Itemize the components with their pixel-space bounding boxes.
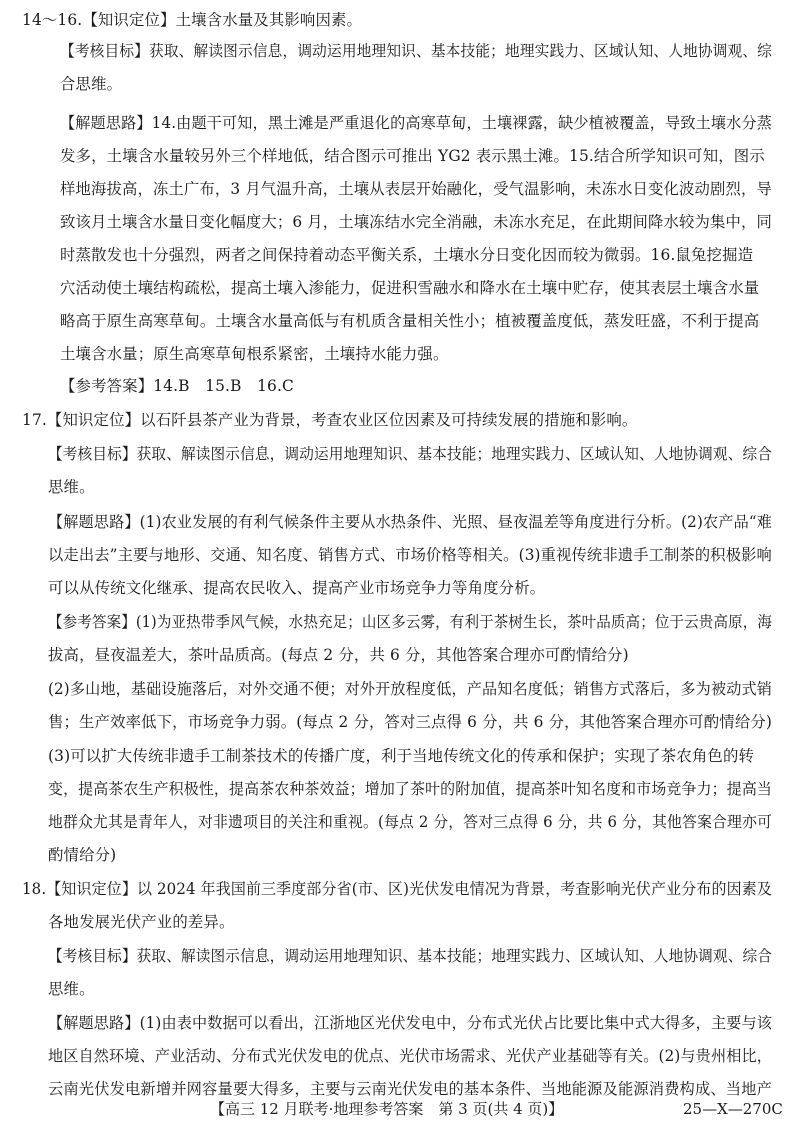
text-line-content: 云南光伏发电新增并网容量要大得多，主要与云南光伏发电的基本条件、当地能源及能源消费构成、当地产	[48, 1080, 772, 1098]
text-line-content: 售；生产效率低下，市场竞争力弱。(每点 2 分，答对三点得 6 分，共 6 分，其他答案合理亦可酌情给分)	[48, 713, 773, 731]
text-line	[0, 304, 800, 338]
text-line	[0, 470, 800, 504]
text-line	[0, 403, 800, 437]
text-line-content: 发多，土壤含水量较另外三个样地低，结合图示可推出 YG2 表示黑土滩。15.结合所学知识可知，图示	[60, 147, 765, 165]
text-line	[0, 238, 800, 272]
text-line-content: 各地发展光伏产业的差异。	[48, 913, 235, 931]
text-line	[0, 139, 800, 173]
text-line	[0, 106, 800, 140]
text-line	[0, 538, 800, 572]
text-line	[0, 638, 800, 672]
text-line	[0, 772, 800, 806]
text-line-content: 致该月土壤含水量日变化幅度大；6 月，土壤冻结水完全消融，未冻水充足，在此期间降水较为集中，同	[60, 213, 772, 231]
footer-page-info: 【高三 12 月联考·地理参考答案 第 3 页(共 4 页)】	[210, 1100, 564, 1118]
text-line	[0, 369, 800, 403]
text-line	[0, 172, 800, 206]
text-line	[0, 205, 800, 239]
text-line	[0, 672, 800, 706]
text-line-content: 17.【知识定位】以石阡县茶产业为背景，考查农业区位因素及可持续发展的措施和影响。	[22, 411, 638, 429]
text-line-content: 地群众尤其是青年人，对非遗项目的关注和重视。(每点 2 分，答对三点得 6 分，共 6 分，其他答案合理亦可	[48, 813, 773, 831]
text-line-content: 【考核目标】获取、解读图示信息，调动运用地理知识、基本技能；地理实践力、区域认知、人地协调观、综合	[48, 445, 773, 463]
text-line	[0, 437, 800, 471]
text-line-content: 【解题思路】(1)由表中数据可以看出，江浙地区光伏发电中，分布式光伏占比要比集中式大得多，主要与该	[48, 1014, 773, 1032]
text-line-content: 【参考答案】(1)为亚热带季风气候，水热充足；山区多云雾，有利于茶树生长，茶叶品质高；位于云贵高原，海	[48, 613, 773, 631]
text-line-content: 土壤含水量；原生高寒草甸根系紧密，土壤持水能力强。	[60, 345, 449, 363]
text-line-content: 【解题思路】14.由题干可知，黑土滩是严重退化的高寒草甸，土壤裸露，缺少植被覆盖，导致土壤水分蒸	[60, 114, 773, 132]
text-line-content: 思维。	[48, 478, 95, 496]
text-line-content: 【参考答案】14.B 15.B 16.C	[60, 377, 294, 395]
text-line	[0, 337, 800, 371]
text-line	[0, 605, 800, 639]
footer-code: 25—X—270C	[683, 1100, 783, 1118]
text-line	[0, 3, 800, 37]
text-line-content: 14～16.【知识定位】土壤含水量及其影响因素。	[22, 11, 363, 29]
text-line-content: 【考核目标】获取、解读图示信息，调动运用地理知识、基本技能；地理实践力、区域认知、人地协调观、综合	[48, 947, 773, 965]
text-line	[0, 805, 800, 839]
text-line	[0, 571, 800, 605]
text-line-content: (3)可以扩大传统非遗手工制茶技术的传播广度，利于当地传统文化的传承和保护；实现了茶农角色的转	[48, 747, 755, 765]
text-line	[0, 34, 800, 68]
text-line	[0, 1039, 800, 1073]
text-line-content: 思维。	[48, 980, 95, 998]
text-line-content: 18.【知识定位】以 2024 年我国前三季度部分省(市、区)光伏发电情况为背景，考查影响光伏产业分布的因素及	[22, 880, 772, 898]
text-line-content: 可以从传统文化继承、提高农民收入、提高产业市场竞争力等角度分析。	[48, 579, 546, 597]
text-line	[0, 739, 800, 773]
text-line-content: 【考核目标】获取、解读图示信息，调动运用地理知识、基本技能；地理实践力、区域认知、人地协调观、综	[60, 42, 773, 60]
text-line	[0, 271, 800, 305]
text-line-content: (2)多山地，基础设施落后，对外交通不便；对外开放程度低，产品知名度低；销售方式落后，多为被动式销	[48, 680, 773, 698]
text-line-content: 地区自然环境、产业活动、分布式光伏发电的优点、光伏市场需求、光伏产业基础等有关。(2)与贵州相比，	[48, 1047, 773, 1065]
text-line-content: 合思维。	[60, 75, 123, 93]
text-line	[0, 905, 800, 939]
text-line-content: 拔高，昼夜温差大，茶叶品质高。(每点 2 分，共 6 分，其他答案合理亦可酌情给分)	[48, 646, 629, 664]
text-line	[0, 838, 800, 872]
text-line-content: 时蒸散发也十分强烈，两者之间保持着动态平衡关系，土壤水分日变化因而较为微弱。16.鼠兔挖掘造	[60, 246, 754, 264]
text-line	[0, 505, 800, 539]
text-line	[0, 872, 800, 906]
text-line-content: 酌情给分)	[48, 846, 117, 864]
text-line	[0, 972, 800, 1006]
text-line-content: 【解题思路】(1)农业发展的有利气候条件主要从水热条件、光照、昼夜温差等角度进行分析。(2)农产品“难	[48, 513, 773, 531]
text-line	[0, 1006, 800, 1040]
text-line-content: 样地海拔高，冻土广布，3 月气温升高，土壤从表层开始融化，受气温影响，未冻水日变化波动剧烈，导	[60, 180, 772, 198]
text-line	[0, 705, 800, 739]
text-line	[0, 939, 800, 973]
text-line-content: 略高于原生高寒草甸。土壤含水量高低与有机质含量相关性小；植被覆盖度低，蒸发旺盛，不利于提高	[60, 312, 760, 330]
text-line-content: 穴活动使土壤结构疏松，提高土壤入渗能力，促进积雪融水和降水在土壤中贮存，使其表层土壤含水量	[60, 279, 760, 297]
text-line-content: 变，提高茶农生产积极性，提高茶农种茶效益；增加了茶叶的附加值，提高茶叶知名度和市场竞争力；提高当	[48, 780, 773, 798]
text-line-content: 以走出去”主要与地形、交通、知名度、销售方式、市场价格等相关。(3)重视传统非遗手工制茶的积极影响	[48, 546, 772, 564]
text-line	[0, 67, 800, 101]
page-footer	[0, 1097, 800, 1121]
